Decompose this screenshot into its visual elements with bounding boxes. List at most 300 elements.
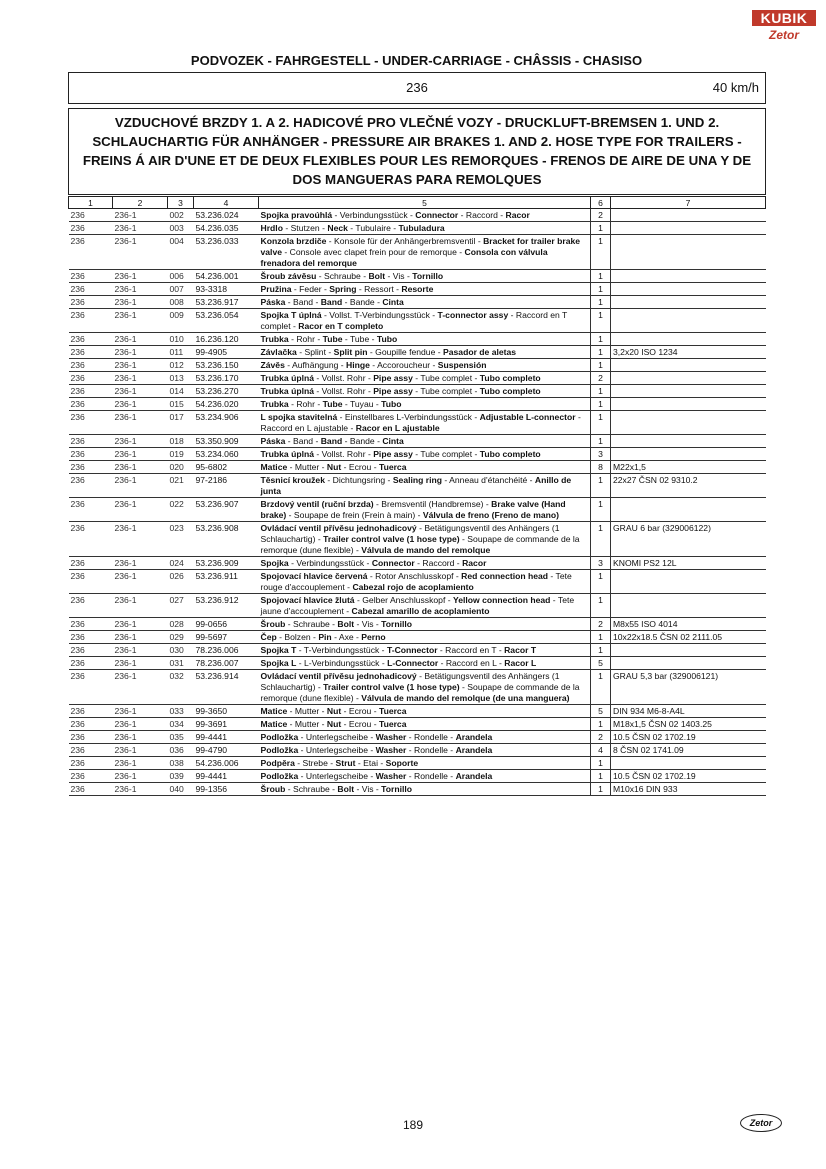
cell-position: 026 (168, 570, 194, 594)
desc-french: - Etai - (355, 758, 386, 768)
cell-model: 236 (69, 333, 113, 346)
desc-german: - Rohr - (288, 399, 323, 409)
cell-part-number: 99-4441 (194, 731, 259, 744)
desc-english: Yellow connection head (453, 595, 551, 605)
cell-description (259, 222, 591, 235)
cell-group: 236-1 (113, 631, 168, 644)
desc-english: Nut (326, 719, 342, 729)
desc-german: - Verbindungsstück - (288, 558, 372, 568)
cell-part-number: 54.236.006 (194, 757, 259, 770)
desc-english: Adjustable L-connector (479, 412, 576, 422)
desc-spanish: Tuerca (378, 706, 407, 716)
cell-note (611, 270, 766, 283)
cell-part-number: 99-4790 (194, 744, 259, 757)
cell-position: 006 (168, 270, 194, 283)
desc-czech: Trubka úplná (260, 373, 314, 383)
cell-group: 236-1 (113, 435, 168, 448)
cell-description (259, 770, 591, 783)
cell-part-number: 53.350.909 (194, 435, 259, 448)
cell-note: 10.5 ČSN 02 1702.19 (611, 770, 766, 783)
desc-czech: Závlačka (260, 347, 297, 357)
desc-czech: L spojka stavitelná (260, 412, 338, 422)
desc-french: - Raccord - (458, 210, 506, 220)
cell-part-number: 99-5697 (194, 631, 259, 644)
desc-english: Connector (415, 210, 459, 220)
desc-czech: Ovládací ventil přívěsu jednohadicový (260, 523, 417, 533)
cell-quantity: 1 (591, 435, 611, 448)
cell-description (259, 557, 591, 570)
cell-position: 013 (168, 372, 194, 385)
desc-french: - Bande - (342, 297, 383, 307)
cell-description (259, 333, 591, 346)
desc-french: - Vis - (354, 784, 382, 794)
cell-note: 22x27 ČSN 02 9310.2 (611, 474, 766, 498)
cell-position: 034 (168, 718, 194, 731)
table-row (69, 498, 766, 522)
desc-german: - Schraube - (316, 271, 369, 281)
cell-part-number: 53.236.150 (194, 359, 259, 372)
cell-description (259, 618, 591, 631)
desc-english: Strut (335, 758, 356, 768)
desc-german: - Schraube - (285, 619, 338, 629)
desc-spanish: Válvula de mando del remolque (de una manguera) (361, 693, 570, 703)
cell-note: KNOMI PS2 12L (611, 557, 766, 570)
cell-model: 236 (69, 783, 113, 796)
cell-quantity: 1 (591, 522, 611, 557)
cell-part-number: 99-0656 (194, 618, 259, 631)
cell-note (611, 594, 766, 618)
desc-english: Bolt (337, 784, 355, 794)
cell-note (611, 757, 766, 770)
desc-spanish: Tubo completo (479, 449, 541, 459)
cell-group: 236-1 (113, 270, 168, 283)
cell-group: 236-1 (113, 705, 168, 718)
desc-english: Tube (322, 399, 343, 409)
cell-position: 010 (168, 333, 194, 346)
column-header: 6 (591, 197, 611, 209)
cell-model: 236 (69, 757, 113, 770)
desc-english: Pin (318, 632, 332, 642)
cell-position: 009 (168, 309, 194, 333)
desc-english: L-Connector (387, 658, 439, 668)
cell-quantity: 1 (591, 670, 611, 705)
desc-english: Bolt (337, 619, 355, 629)
desc-czech: Podložka (260, 771, 299, 781)
cell-note: M10x16 DIN 933 (611, 783, 766, 796)
cell-group: 236-1 (113, 411, 168, 435)
desc-czech: Trubka (260, 399, 289, 409)
cell-note (611, 222, 766, 235)
cell-group: 236-1 (113, 309, 168, 333)
cell-position: 040 (168, 783, 194, 796)
cell-note: DIN 934 M6-8-A4L (611, 705, 766, 718)
logo-brand: KUBIK (752, 10, 816, 26)
cell-group: 236-1 (113, 522, 168, 557)
desc-spanish: Tuerca (378, 462, 407, 472)
cell-model: 236 (69, 744, 113, 757)
desc-german: - Bremsventil (Handbremse) - (373, 499, 492, 509)
cell-note: GRAU 6 bar (329006122) (611, 522, 766, 557)
cell-position: 012 (168, 359, 194, 372)
desc-czech: Podpěra (260, 758, 295, 768)
desc-german: - Mutter - (287, 719, 327, 729)
cell-group: 236-1 (113, 296, 168, 309)
desc-english: Spring (329, 284, 357, 294)
cell-model: 236 (69, 372, 113, 385)
desc-german: - Unterlegscheibe - (298, 771, 376, 781)
cell-quantity: 1 (591, 235, 611, 270)
cell-model: 236 (69, 435, 113, 448)
desc-spanish: Racor (462, 558, 487, 568)
cell-quantity: 2 (591, 209, 611, 222)
cell-quantity: 5 (591, 657, 611, 670)
cell-part-number: 54.236.035 (194, 222, 259, 235)
cell-model: 236 (69, 657, 113, 670)
table-row (69, 346, 766, 359)
cell-note: M18x1,5 ČSN 02 1403.25 (611, 718, 766, 731)
cell-model: 236 (69, 644, 113, 657)
cell-group: 236-1 (113, 222, 168, 235)
desc-czech: Páska (260, 436, 286, 446)
cell-model: 236 (69, 385, 113, 398)
cell-description (259, 570, 591, 594)
cell-model: 236 (69, 557, 113, 570)
table-row (69, 631, 766, 644)
cell-position: 035 (168, 731, 194, 744)
cell-position: 023 (168, 522, 194, 557)
desc-spanish: Cinta (382, 297, 404, 307)
cell-part-number: 54.236.001 (194, 270, 259, 283)
cell-group: 236-1 (113, 594, 168, 618)
cell-description (259, 398, 591, 411)
table-row (69, 718, 766, 731)
table-row (69, 770, 766, 783)
desc-czech: Hrdlo (260, 223, 283, 233)
desc-spanish: Tubo (381, 399, 402, 409)
cell-group: 236-1 (113, 557, 168, 570)
cell-group: 236-1 (113, 474, 168, 498)
column-header: 3 (168, 197, 194, 209)
cell-part-number: 99-3691 (194, 718, 259, 731)
section-header: PODVOZEK - FAHRGESTELL - UNDER-CARRIAGE - CHÂSSIS - CHASISO (190, 53, 643, 68)
table-row (69, 435, 766, 448)
cell-model: 236 (69, 498, 113, 522)
cell-note (611, 209, 766, 222)
desc-german: - Betätigungsventil des Anhängers (1 Schlauchartig) - (260, 523, 560, 544)
cell-quantity: 1 (591, 359, 611, 372)
desc-czech: Ovládací ventil přívěsu jednohadicový (260, 671, 417, 681)
cell-position: 019 (168, 448, 194, 461)
cell-description (259, 718, 591, 731)
desc-french: - Rondelle - (406, 745, 456, 755)
cell-quantity: 5 (591, 705, 611, 718)
cell-group: 236-1 (113, 209, 168, 222)
desc-french: - Ecrou - (341, 719, 379, 729)
cell-note: M8x55 ISO 4014 (611, 618, 766, 631)
cell-note (611, 448, 766, 461)
desc-spanish: Racor en L ajustable (355, 423, 440, 433)
cell-part-number: 53.234.906 (194, 411, 259, 435)
cell-note (611, 435, 766, 448)
cell-description (259, 731, 591, 744)
table-row (69, 757, 766, 770)
cell-model: 236 (69, 346, 113, 359)
cell-part-number: 78.236.006 (194, 644, 259, 657)
table-row (69, 235, 766, 270)
desc-czech: Šroub (260, 619, 286, 629)
desc-spanish: Cinta (382, 436, 404, 446)
desc-french: - Tube - (342, 334, 377, 344)
desc-spanish: Arandela (455, 732, 493, 742)
cell-description (259, 296, 591, 309)
cell-model: 236 (69, 570, 113, 594)
cell-model: 236 (69, 705, 113, 718)
cell-note (611, 570, 766, 594)
desc-french: - Ecrou - (341, 462, 379, 472)
desc-english: Washer (375, 771, 407, 781)
cell-model: 236 (69, 296, 113, 309)
desc-german: - T-Verbindungsstück - (296, 645, 387, 655)
desc-french: - Accoroucheur - (369, 360, 438, 370)
cell-part-number: 99-1356 (194, 783, 259, 796)
cell-description (259, 474, 591, 498)
desc-english: Pipe assy (373, 449, 413, 459)
desc-english: T-Connector (386, 645, 438, 655)
cell-quantity: 2 (591, 731, 611, 744)
cell-position: 011 (168, 346, 194, 359)
desc-french: - Raccord en T - (437, 645, 505, 655)
desc-czech: Konzola brzdiče (260, 236, 327, 246)
cell-description (259, 411, 591, 435)
kubik-zetor-logo (752, 10, 816, 46)
page-title: VZDUCHOVÉ BRZDY 1. A 2. HADICOVÉ PRO VLEČNÉ VOZY - DRUCKLUFT-BREMSEN 1. UND 2. SCHLAUCHARTIG FÜR ANHÄNGER - PRESSURE AIR BRAKES 1. AND 2. HOSE TYPE FOR TRAILERS - FREINS Á AIR D'UNE ET DE DEUX FLEXIBLES POUR LES REMORQUES - FRENOS DE AIRE DE UNA Y DE DOS MANGUERAS PARA REMOLQUES (82, 115, 752, 187)
cell-quantity: 1 (591, 398, 611, 411)
table-row (69, 359, 766, 372)
desc-french: - Rondelle - (406, 732, 456, 742)
cell-description (259, 498, 591, 522)
column-header: 5 (259, 197, 591, 209)
cell-description (259, 435, 591, 448)
model-box (68, 72, 766, 104)
desc-german: - Betätigungsventil des Anhängers (1 Schlauchartig) - (260, 671, 560, 692)
table-row (69, 461, 766, 474)
cell-quantity: 1 (591, 644, 611, 657)
cell-note (611, 333, 766, 346)
cell-group: 236-1 (113, 398, 168, 411)
desc-spanish: Tornillo (381, 619, 413, 629)
cell-description (259, 346, 591, 359)
desc-german: - Feder - (291, 284, 330, 294)
cell-position: 036 (168, 744, 194, 757)
cell-model: 236 (69, 309, 113, 333)
table-row (69, 309, 766, 333)
column-header: 4 (194, 197, 259, 209)
desc-czech: Matice (260, 719, 288, 729)
cell-position: 002 (168, 209, 194, 222)
table-row (69, 570, 766, 594)
parts-table (68, 196, 766, 796)
table-row (69, 670, 766, 705)
desc-german: - Konsole für der Anhängerbremsventil - (326, 236, 484, 246)
desc-german: - Unterlegscheibe - (298, 745, 376, 755)
cell-part-number: 53.236.907 (194, 498, 259, 522)
cell-quantity: 1 (591, 309, 611, 333)
desc-spanish: Perno (361, 632, 386, 642)
cell-group: 236-1 (113, 333, 168, 346)
cell-group: 236-1 (113, 618, 168, 631)
desc-english: Pipe assy (373, 386, 413, 396)
cell-quantity: 1 (591, 270, 611, 283)
cell-model: 236 (69, 461, 113, 474)
desc-english: Tube (322, 334, 343, 344)
cell-description (259, 385, 591, 398)
cell-part-number: 53.236.908 (194, 522, 259, 557)
table-row (69, 398, 766, 411)
desc-french: - Anneau d'étanchéité - (442, 475, 535, 485)
cell-part-number: 97-2186 (194, 474, 259, 498)
cell-group: 236-1 (113, 346, 168, 359)
cell-note (611, 359, 766, 372)
cell-quantity: 1 (591, 346, 611, 359)
desc-spanish: Racor (505, 210, 530, 220)
cell-position: 003 (168, 222, 194, 235)
zetor-footer-logo: Zetor (740, 1114, 782, 1132)
cell-part-number: 93-3318 (194, 283, 259, 296)
cell-part-number: 99-4905 (194, 346, 259, 359)
cell-quantity: 2 (591, 618, 611, 631)
cell-quantity: 1 (591, 594, 611, 618)
table-row (69, 618, 766, 631)
cell-quantity: 1 (591, 570, 611, 594)
desc-german: - Dichtungsring - (324, 475, 393, 485)
cell-group: 236-1 (113, 657, 168, 670)
desc-czech: Brzdový ventil (ruční brzda) (260, 499, 374, 509)
cell-quantity: 1 (591, 283, 611, 296)
desc-english: Bolt (368, 271, 386, 281)
cell-quantity: 1 (591, 631, 611, 644)
desc-spanish: Tuerca (378, 719, 407, 729)
desc-french: - Goupille fendue - (367, 347, 443, 357)
cell-part-number: 53.236.270 (194, 385, 259, 398)
desc-spanish: Resorte (401, 284, 434, 294)
cell-note (611, 283, 766, 296)
desc-french: - Raccord - (414, 558, 463, 568)
cell-model: 236 (69, 731, 113, 744)
desc-french: - Soupape de commande de la remorque (dune flexible) - (260, 682, 580, 703)
desc-czech: Pružina (260, 284, 292, 294)
cell-position: 022 (168, 498, 194, 522)
page-number: 189 (402, 1118, 424, 1132)
cell-description (259, 270, 591, 283)
desc-french: - Tube complet - (412, 386, 480, 396)
cell-note: 10.5 ČSN 02 1702.19 (611, 731, 766, 744)
table-row (69, 209, 766, 222)
cell-description (259, 783, 591, 796)
cell-description (259, 448, 591, 461)
desc-german: - Unterlegscheibe - (298, 732, 376, 742)
cell-quantity: 1 (591, 498, 611, 522)
cell-model: 236 (69, 670, 113, 705)
cell-position: 007 (168, 283, 194, 296)
desc-english: Connector (371, 558, 415, 568)
desc-czech: Spojovací hlavice žlutá (260, 595, 355, 605)
cell-group: 236-1 (113, 770, 168, 783)
desc-german: - Vollst. Rohr - (313, 386, 374, 396)
desc-german: - Bolzen - (276, 632, 319, 642)
desc-spanish: Arandela (455, 771, 493, 781)
cell-model: 236 (69, 474, 113, 498)
column-header: 7 (611, 197, 766, 209)
desc-french: - Raccord en L - (438, 658, 505, 668)
cell-part-number: 16.236.120 (194, 333, 259, 346)
cell-part-number: 53.236.170 (194, 372, 259, 385)
desc-english: Band (320, 436, 343, 446)
desc-spanish: Soporte (385, 758, 419, 768)
cell-quantity: 1 (591, 757, 611, 770)
desc-czech: Spojka T (260, 645, 297, 655)
desc-czech: Závěs (260, 360, 285, 370)
cell-description (259, 644, 591, 657)
desc-spanish: Anillo de junta (260, 475, 572, 496)
cell-position: 024 (168, 557, 194, 570)
desc-spanish: Racor L (504, 658, 537, 668)
desc-german: - Band - (285, 297, 321, 307)
desc-german: - Strebe - (294, 758, 336, 768)
desc-spanish: Tubo (376, 334, 398, 344)
cell-note: 10x22x18.5 ČSN 02 2111.05 (611, 631, 766, 644)
desc-czech: Čep (260, 632, 277, 642)
table-row (69, 283, 766, 296)
desc-czech: Trubka úplná (260, 449, 314, 459)
cell-description (259, 359, 591, 372)
desc-english: Hinge (346, 360, 370, 370)
cell-description (259, 757, 591, 770)
desc-french: - Ecrou - (341, 706, 379, 716)
table-row (69, 411, 766, 435)
cell-quantity: 1 (591, 411, 611, 435)
cell-note (611, 309, 766, 333)
desc-french: - Console avec clapet frein pour de remorque - (282, 247, 465, 257)
cell-description (259, 309, 591, 333)
cell-description (259, 283, 591, 296)
desc-french: - Soupape de frein (Frein à main) - (286, 510, 423, 520)
cell-group: 236-1 (113, 385, 168, 398)
cell-note: GRAU 5,3 bar (329006121) (611, 670, 766, 705)
cell-note: 3,2x20 ISO 1234 (611, 346, 766, 359)
cell-part-number: 53.236.912 (194, 594, 259, 618)
table-row (69, 222, 766, 235)
desc-czech: Spojovací hlavice červená (260, 571, 368, 581)
cell-group: 236-1 (113, 718, 168, 731)
desc-english: Pipe assy (373, 373, 413, 383)
desc-czech: Matice (260, 706, 288, 716)
cell-note: 8 ČSN 02 1741.09 (611, 744, 766, 757)
desc-spanish: Cabezal amarillo de acoplamiento (351, 606, 490, 616)
desc-spanish: Válvula de mando del remolque (361, 545, 491, 555)
desc-french: - Bande - (342, 436, 383, 446)
cell-note (611, 296, 766, 309)
cell-part-number: 53.236.917 (194, 296, 259, 309)
cell-description (259, 670, 591, 705)
desc-czech: Podložka (260, 745, 299, 755)
desc-czech: Spojka (260, 558, 289, 568)
desc-spanish: Arandela (455, 745, 493, 755)
table-row (69, 333, 766, 346)
cell-description (259, 522, 591, 557)
desc-french: - Raccord en T complet - (260, 310, 568, 331)
cell-quantity: 1 (591, 718, 611, 731)
desc-czech: Spojka pravoúhlá (260, 210, 333, 220)
